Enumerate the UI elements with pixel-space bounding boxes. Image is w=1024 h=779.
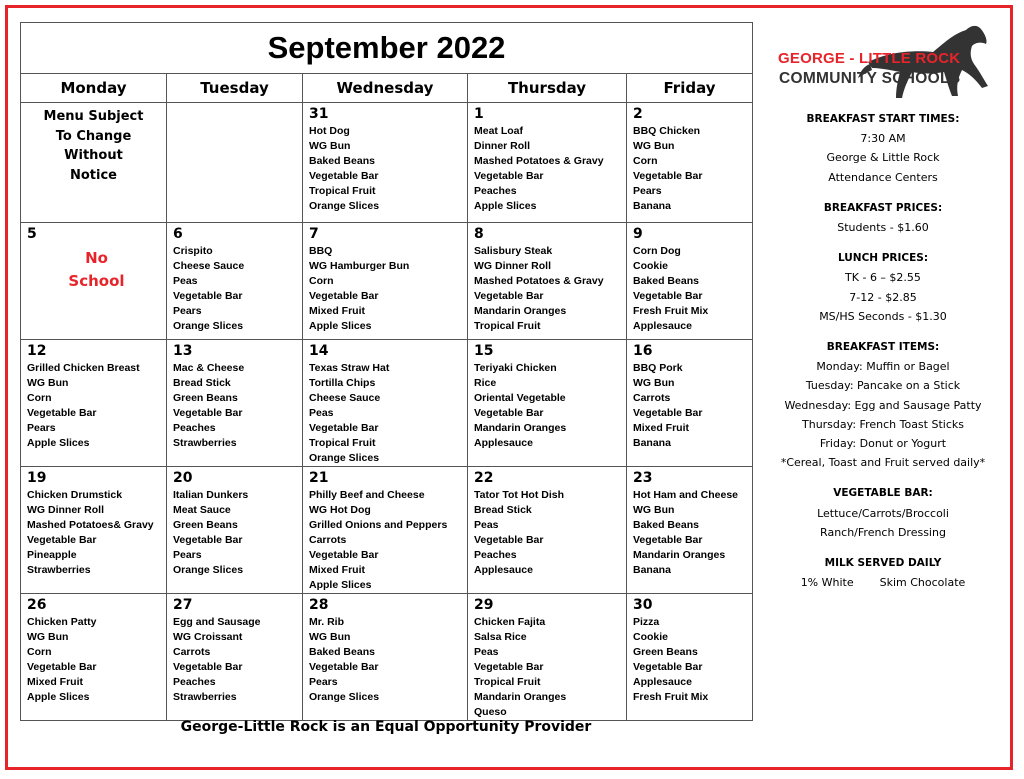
menu-item: Mandarin Oranges	[633, 549, 726, 561]
menu-item: Orange Slices	[309, 200, 380, 212]
menu-items	[474, 244, 626, 334]
menu-item: WG Dinner Roll	[27, 504, 104, 516]
day-cell	[303, 594, 468, 721]
menu-item: WG Bun	[309, 631, 351, 643]
day-cell	[627, 223, 753, 340]
week-row	[21, 340, 753, 467]
day-number: 15	[474, 343, 494, 359]
menu-item: Applesauce	[633, 320, 692, 332]
menu-item: Salisbury Steak	[474, 245, 553, 257]
menu-item: Bread Stick	[474, 504, 532, 516]
vegetable-bar-heading: VEGETABLE BAR:	[833, 487, 933, 500]
menu-item: Green Beans	[173, 519, 238, 531]
day-cell	[21, 594, 167, 721]
milk-heading: MILK SERVED DAILY	[824, 557, 942, 570]
menu-item: Vegetable Bar	[633, 534, 703, 546]
menu-item: Pears	[27, 422, 56, 434]
menu-item: Peas	[474, 646, 499, 658]
breakfast-item-tuesday: Tuesday: Pancake on a Stick	[805, 379, 961, 393]
day-number: 31	[309, 106, 329, 122]
day-cell	[627, 594, 753, 721]
day-number: 30	[633, 597, 653, 613]
menu-item: Applesauce	[474, 437, 533, 449]
menu-items	[27, 361, 166, 451]
day-cell	[303, 223, 468, 340]
week-row	[21, 594, 753, 721]
menu-calendar	[20, 22, 753, 721]
menu-item: Mashed Potatoes& Gravy	[27, 519, 154, 531]
menu-item: Apple Slices	[27, 691, 90, 703]
menu-item: Strawberries	[173, 691, 237, 703]
breakfast-times-heading: BREAKFAST START TIMES:	[806, 113, 960, 125]
menu-item: BBQ	[309, 245, 333, 257]
info-sidebar	[774, 110, 992, 592]
menu-item: Oriental Vegetable	[474, 392, 566, 404]
menu-items	[633, 615, 752, 705]
weekday-wednesday: Wednesday	[303, 74, 468, 103]
menu-item: Dinner Roll	[474, 140, 531, 152]
menu-items	[633, 244, 752, 334]
menu-item: Carrots	[173, 646, 211, 658]
menu-item: Vegetable Bar	[474, 170, 544, 182]
menu-item: Orange Slices	[309, 691, 380, 703]
day-number: 1	[474, 106, 484, 122]
menu-items	[173, 488, 302, 578]
menu-items	[309, 244, 467, 334]
day-number: 6	[173, 226, 183, 242]
week-row	[21, 103, 753, 223]
weekday-tuesday: Tuesday	[167, 74, 303, 103]
menu-item: Tropical Fruit	[309, 185, 376, 197]
day-number: 26	[27, 597, 47, 613]
menu-item: Vegetable Bar	[633, 290, 703, 302]
menu-item: Vegetable Bar	[474, 661, 544, 673]
breakfast-prices-heading: BREAKFAST PRICES:	[823, 201, 943, 214]
menu-item: Apple Slices	[309, 579, 372, 591]
menu-item: Vegetable Bar	[173, 661, 243, 673]
menu-item: Vegetable Bar	[309, 290, 379, 302]
menu-item: Cheese Sauce	[173, 260, 245, 272]
logo-line2: COMMUNITY SCHOOLS	[779, 70, 961, 87]
menu-item: Tator Tot Hot Dish	[474, 489, 565, 501]
menu-item: Green Beans	[173, 392, 238, 404]
menu-item: Crispito	[173, 245, 213, 257]
menu-item: Banana	[633, 437, 671, 449]
lunch-price-7-12: 7-12 - $2.85	[849, 290, 917, 304]
no-school-line: No	[85, 249, 108, 267]
vegetable-bar-line-2: Ranch/French Dressing	[820, 525, 946, 539]
menu-items	[633, 361, 752, 451]
milk-options	[774, 573, 992, 592]
menu-item: Salsa Rice	[474, 631, 527, 643]
menu-item: Peaches	[173, 422, 216, 434]
menu-item: Fresh Fruit Mix	[633, 305, 709, 317]
menu-items	[474, 615, 626, 720]
menu-items	[474, 488, 626, 578]
weekday-friday: Friday	[627, 74, 753, 103]
day-cell	[468, 340, 627, 467]
equal-opportunity-footer: George-Little Rock is an Equal Opportunity Provider	[180, 719, 592, 735]
menu-item: Mandarin Oranges	[474, 691, 567, 703]
day-cell	[303, 340, 468, 467]
menu-item: Meat Loaf	[474, 125, 524, 137]
menu-item: Applesauce	[474, 564, 533, 576]
menu-item: Bread Stick	[173, 377, 231, 389]
menu-item: Apple Slices	[309, 320, 372, 332]
menu-item: Banana	[633, 200, 671, 212]
menu-item: Baked Beans	[309, 646, 375, 658]
school-logo	[778, 22, 992, 100]
menu-items	[27, 488, 166, 578]
menu-item: Vegetable Bar	[173, 407, 243, 419]
day-cell	[468, 103, 627, 223]
menu-item: Peaches	[474, 549, 517, 561]
menu-items	[309, 488, 467, 593]
menu-item: WG Bun	[633, 140, 675, 152]
menu-item: WG Bun	[27, 631, 69, 643]
menu-item: Chicken Fajita	[474, 616, 546, 628]
day-number	[173, 105, 302, 124]
menu-item: Vegetable Bar	[474, 534, 544, 546]
day-number: 23	[633, 470, 653, 486]
day-cell	[167, 103, 303, 223]
day-number: 9	[633, 226, 643, 242]
menu-item: Pineapple	[27, 549, 77, 561]
day-number: 22	[474, 470, 494, 486]
lunch-price-seconds: MS/HS Seconds - $1.30	[819, 309, 947, 323]
menu-item: Peas	[309, 407, 334, 419]
menu-item: Vegetable Bar	[633, 407, 703, 419]
breakfast-item-wednesday: Wednesday: Egg and Sausage Patty	[784, 398, 982, 412]
calendar-title: September 2022	[21, 23, 753, 74]
menu-item: Cheese Sauce	[309, 392, 381, 404]
breakfast-item-friday: Friday: Donut or Yogurt	[819, 437, 947, 451]
menu-item: Pears	[173, 305, 202, 317]
menu-item: Vegetable Bar	[309, 170, 379, 182]
day-cell	[167, 594, 303, 721]
menu-item: Hot Ham and Cheese	[633, 489, 739, 501]
notice-line: Without	[64, 148, 123, 163]
menu-item: Hot Dog	[309, 125, 350, 137]
menu-item: Peaches	[173, 676, 216, 688]
menu-item: Peas	[474, 519, 499, 531]
menu-item: Mandarin Oranges	[474, 305, 567, 317]
menu-item: Baked Beans	[633, 519, 699, 531]
menu-item: Mixed Fruit	[27, 676, 84, 688]
milk-option-chocolate: Skim Chocolate	[879, 576, 966, 590]
menu-item: Mandarin Oranges	[474, 422, 567, 434]
menu-items	[173, 244, 302, 334]
day-number: 27	[173, 597, 193, 613]
breakfast-price-students: Students - $1.60	[837, 221, 929, 235]
day-number: 19	[27, 470, 47, 486]
day-cell	[468, 467, 627, 594]
menu-item: Chicken Patty	[27, 616, 97, 628]
menu-item: WG Bun	[633, 504, 675, 516]
menu-items	[309, 615, 467, 705]
menu-item: Peas	[173, 275, 198, 287]
menu-item: Applesauce	[633, 676, 692, 688]
menu-item: Rice	[474, 377, 497, 389]
menu-item: Corn	[27, 646, 52, 658]
calendar-weeks	[21, 103, 753, 721]
day-number: 5	[27, 226, 37, 242]
no-school-label	[27, 247, 166, 293]
day-number: 16	[633, 343, 653, 359]
menu-item: Pears	[309, 676, 338, 688]
menu-item: Apple Slices	[474, 200, 537, 212]
menu-item: Tropical Fruit	[309, 437, 376, 449]
weekday-monday: Monday	[21, 74, 167, 103]
menu-item: Vegetable Bar	[474, 290, 544, 302]
menu-items	[27, 615, 166, 705]
menu-item: Baked Beans	[309, 155, 375, 167]
menu-item: Pizza	[633, 616, 660, 628]
week-row	[21, 223, 753, 340]
menu-item: Queso	[474, 706, 507, 718]
menu-item: Texas Straw Hat	[309, 362, 390, 374]
menu-item: Vegetable Bar	[173, 290, 243, 302]
menu-item: Vegetable Bar	[474, 407, 544, 419]
menu-item: Pears	[633, 185, 662, 197]
menu-items	[309, 124, 467, 214]
lunch-prices-heading: LUNCH PRICES:	[837, 252, 929, 265]
menu-item: Vegetable Bar	[309, 422, 379, 434]
menu-item: Vegetable Bar	[27, 534, 97, 546]
day-number: 21	[309, 470, 329, 486]
no-school-line: School	[68, 272, 125, 290]
menu-item: Vegetable Bar	[633, 661, 703, 673]
day-cell	[627, 467, 753, 594]
breakfast-item-thursday: Thursday: French Toast Sticks	[802, 417, 964, 431]
menu-item: Peaches	[474, 185, 517, 197]
day-cell	[468, 594, 627, 721]
day-cell	[21, 340, 167, 467]
menu-item: Tortilla Chips	[309, 377, 376, 389]
breakfast-location-2: Attendance Centers	[828, 170, 938, 184]
menu-item: Pears	[173, 549, 202, 561]
menu-item: Strawberries	[27, 564, 91, 576]
menu-item: Grilled Chicken Breast	[27, 362, 140, 374]
menu-item: Mashed Potatoes & Gravy	[474, 275, 604, 287]
milk-option-white: 1% White	[800, 576, 854, 590]
menu-item: Egg and Sausage	[173, 616, 261, 628]
menu-item: Mac & Cheese	[173, 362, 245, 374]
day-cell	[468, 223, 627, 340]
menu-item: Vegetable Bar	[173, 534, 243, 546]
day-number: 29	[474, 597, 494, 613]
menu-item: Tropical Fruit	[474, 676, 541, 688]
lunch-price-tk6: TK - 6 – $2.55	[845, 271, 921, 285]
menu-item: Corn	[309, 275, 334, 287]
menu-item: Orange Slices	[173, 564, 244, 576]
menu-item: Corn	[633, 155, 658, 167]
menu-items	[173, 361, 302, 451]
menu-items	[633, 124, 752, 214]
menu-item: Mr. Rib	[309, 616, 345, 628]
menu-item: WG Croissant	[173, 631, 243, 643]
breakfast-daily-note: *Cereal, Toast and Fruit served daily*	[780, 456, 986, 470]
menu-item: Cookie	[633, 631, 669, 643]
day-cell	[21, 467, 167, 594]
weekday-thursday: Thursday	[468, 74, 627, 103]
day-cell	[627, 103, 753, 223]
week-row	[21, 467, 753, 594]
menu-item: Italian Dunkers	[173, 489, 249, 501]
notice-line: Menu Subject	[43, 109, 144, 124]
menu-item: Green Beans	[633, 646, 698, 658]
menu-item: Vegetable Bar	[27, 407, 97, 419]
day-cell	[21, 223, 167, 340]
day-cell	[167, 223, 303, 340]
menu-item: Baked Beans	[633, 275, 699, 287]
menu-item: Cookie	[633, 260, 669, 272]
breakfast-time: 7:30 AM	[860, 132, 906, 146]
menu-item: Mashed Potatoes & Gravy	[474, 155, 604, 167]
menu-item: Vegetable Bar	[309, 661, 379, 673]
day-number: 2	[633, 106, 643, 122]
menu-item: Banana	[633, 564, 671, 576]
day-number: 12	[27, 343, 47, 359]
menu-item: Meat Sauce	[173, 504, 231, 516]
menu-items	[173, 615, 302, 705]
notice-line: Notice	[69, 167, 117, 183]
notice-line: To Change	[55, 128, 132, 144]
day-cell	[167, 340, 303, 467]
day-number: 14	[309, 343, 329, 359]
vegetable-bar-line-1: Lettuce/Carrots/Broccoli	[817, 506, 949, 520]
menu-item: WG Bun	[633, 377, 675, 389]
menu-item: Grilled Onions and Peppers	[309, 519, 448, 531]
menu-item: WG Hot Dog	[309, 504, 371, 516]
menu-item: Carrots	[633, 392, 671, 404]
menu-item: BBQ Chicken	[633, 125, 701, 137]
logo-line1: GEORGE - LITTLE ROCK	[778, 50, 961, 67]
menu-item: Vegetable Bar	[309, 549, 379, 561]
menu-item: Vegetable Bar	[633, 170, 703, 182]
menu-item: Vegetable Bar	[27, 661, 97, 673]
menu-item: Corn Dog	[633, 245, 681, 257]
breakfast-item-monday: Monday: Muffin or Bagel	[816, 360, 950, 374]
menu-item: WG Bun	[27, 377, 69, 389]
menu-item: WG Hamburger Bun	[309, 260, 410, 272]
menu-item: Teriyaki Chicken	[474, 362, 557, 374]
menu-item: Orange Slices	[173, 320, 244, 332]
breakfast-location-1: George & Little Rock	[826, 151, 940, 165]
menu-items	[309, 361, 467, 466]
menu-item: Mixed Fruit	[309, 564, 366, 576]
menu-item: Chicken Drumstick	[27, 489, 123, 501]
day-number: 28	[309, 597, 329, 613]
day-cell	[303, 103, 468, 223]
day-number: 13	[173, 343, 193, 359]
menu-item: Apple Slices	[27, 437, 90, 449]
breakfast-items-heading: BREAKFAST ITEMS:	[826, 341, 940, 354]
menu-items	[474, 124, 626, 214]
day-cell	[167, 467, 303, 594]
menu-item: Mixed Fruit	[309, 305, 366, 317]
menu-item: Corn	[27, 392, 52, 404]
menu-items	[633, 488, 752, 578]
day-number: 20	[173, 470, 193, 486]
menu-item: WG Bun	[309, 140, 351, 152]
menu-items	[474, 361, 626, 451]
day-cell	[303, 467, 468, 594]
menu-item: Mixed Fruit	[633, 422, 690, 434]
day-number: 8	[474, 226, 484, 242]
menu-item: Tropical Fruit	[474, 320, 541, 332]
menu-item: WG Dinner Roll	[474, 260, 551, 272]
menu-item: Orange Slices	[309, 452, 380, 464]
day-number: 7	[309, 226, 319, 242]
day-cell	[627, 340, 753, 467]
menu-item: BBQ Pork	[633, 362, 683, 374]
menu-item: Strawberries	[173, 437, 237, 449]
menu-notice	[21, 103, 167, 223]
menu-item: Philly Beef and Cheese	[309, 489, 425, 501]
menu-item: Fresh Fruit Mix	[633, 691, 709, 703]
menu-item: Carrots	[309, 534, 347, 546]
